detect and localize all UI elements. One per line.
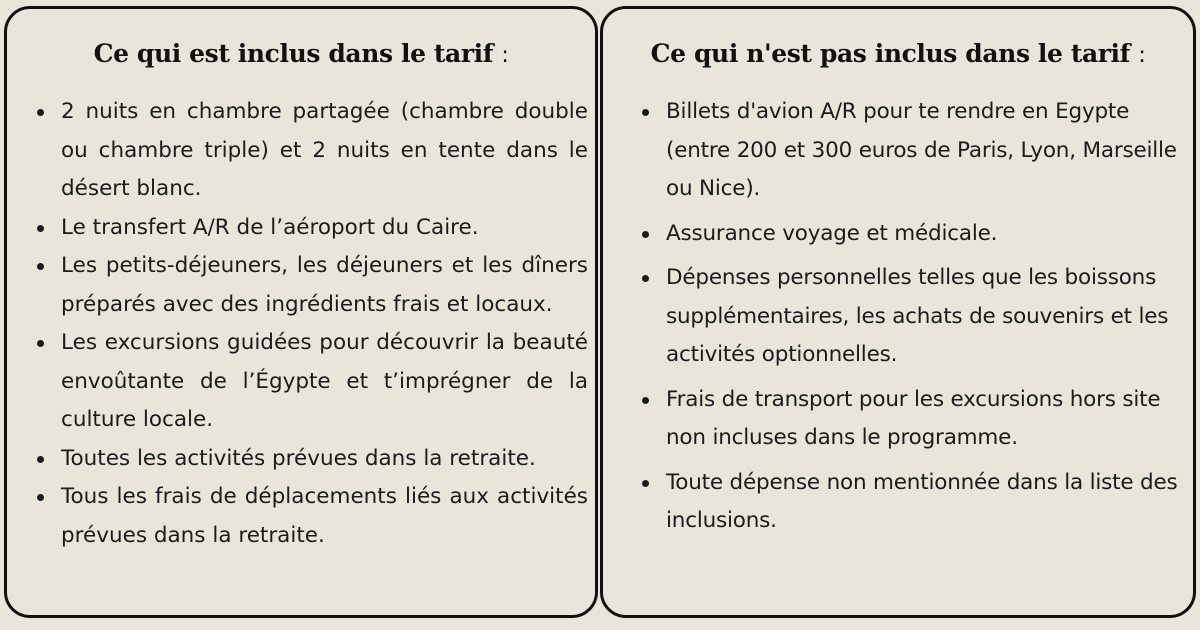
list-item bbox=[34, 247, 588, 324]
bullet-icon bbox=[37, 494, 44, 501]
list-item bbox=[639, 464, 1187, 541]
list-item bbox=[34, 93, 588, 209]
bullet-icon bbox=[37, 263, 44, 270]
bullet-icon bbox=[642, 275, 649, 282]
list-item bbox=[639, 93, 1187, 209]
bullet-icon bbox=[37, 225, 44, 232]
list-item bbox=[34, 478, 588, 555]
list-item bbox=[34, 440, 588, 479]
list-item-text: Les petits-déjeuners, les déjeuners et les dîners préparés avec des ingrédients frais et locaux. bbox=[61, 253, 588, 317]
bullet-icon bbox=[642, 480, 649, 487]
not-included-title-colon: : bbox=[1138, 43, 1146, 68]
not-included-title-text: Ce qui n'est pas inclus dans le tarif bbox=[650, 39, 1130, 68]
list-item bbox=[639, 215, 1187, 254]
list-item-text: Tous les frais de déplacements liés aux activités prévues dans la retraite. bbox=[61, 484, 588, 548]
list-item-text: Frais de transport pour les excursions hors site non incluses dans le programme. bbox=[666, 386, 1161, 450]
list-item-text: Toute dépense non mentionnée dans la liste des inclusions. bbox=[666, 469, 1178, 533]
bullet-icon bbox=[642, 231, 649, 238]
not-included-title bbox=[603, 39, 1193, 68]
list-item bbox=[34, 209, 588, 248]
included-title-text: Ce qui est inclus dans le tarif bbox=[93, 39, 494, 68]
list-item-text: Assurance voyage et médicale. bbox=[666, 220, 998, 246]
included-title bbox=[7, 39, 595, 68]
list-item-text: Billets d'avion A/R pour te rendre en Egypte (entre 200 et 300 euros de Paris, Lyon, Marseille ou Nice). bbox=[666, 99, 1177, 201]
bullet-icon bbox=[642, 109, 649, 116]
list-item-text: Le transfert A/R de l’aéroport du Caire. bbox=[61, 214, 479, 240]
not-included-list bbox=[639, 93, 1187, 547]
list-item bbox=[34, 324, 588, 440]
included-card bbox=[4, 6, 598, 618]
list-item-text: Les excursions guidées pour découvrir la beauté envoûtante de l’Égypte et t’imprégner de la culture locale. bbox=[61, 330, 588, 432]
list-item-text: 2 nuits en chambre partagée (chambre double ou chambre triple) et 2 nuits en tente dans le désert blanc. bbox=[61, 99, 588, 201]
included-list bbox=[34, 93, 588, 555]
bullet-icon bbox=[37, 109, 44, 116]
included-title-colon: : bbox=[501, 43, 509, 68]
not-included-card bbox=[600, 6, 1196, 618]
list-item-text: Dépenses personnelles telles que les boissons supplémentaires, les achats de souvenirs et les activités optionnelles. bbox=[666, 265, 1169, 367]
list-item bbox=[639, 381, 1187, 458]
list-item bbox=[639, 259, 1187, 375]
bullet-icon bbox=[642, 397, 649, 404]
list-item-text: Toutes les activités prévues dans la retraite. bbox=[61, 445, 536, 471]
bullet-icon bbox=[37, 456, 44, 463]
bullet-icon bbox=[37, 340, 44, 347]
